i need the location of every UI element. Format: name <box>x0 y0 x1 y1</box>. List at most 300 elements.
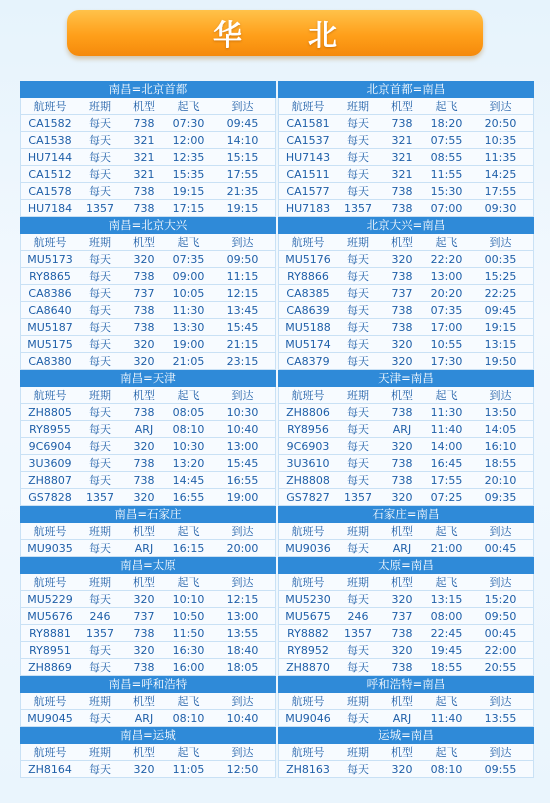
departure-time: 08:10 <box>172 423 205 436</box>
flight-row <box>20 336 276 353</box>
departure-time: 15:35 <box>172 168 205 181</box>
departure-time: 13:00 <box>430 270 463 283</box>
flight-number: MU5176 <box>285 253 331 266</box>
flight-number: CA1581 <box>286 117 330 130</box>
column-header: 机型 <box>391 236 413 249</box>
aircraft-type: 320 <box>133 355 155 368</box>
departure-time: 22:45 <box>430 627 463 640</box>
departure-time: 16:55 <box>172 491 205 504</box>
schedule-days: 每天 <box>89 423 111 436</box>
flight-row <box>20 115 276 132</box>
schedule-days: 每天 <box>347 661 369 674</box>
departure-time: 16:15 <box>172 542 205 555</box>
flight-row <box>20 149 276 166</box>
aircraft-type: 738 <box>391 270 413 283</box>
departure-time: 10:55 <box>430 338 463 351</box>
route-table <box>20 81 276 217</box>
column-header: 到达 <box>489 100 512 113</box>
flight-number: CA1511 <box>286 168 330 181</box>
schedule-days: 每天 <box>347 270 369 283</box>
aircraft-type: 320 <box>391 491 413 504</box>
arrival-time: 18:05 <box>226 661 259 674</box>
route-title: 南昌=石家庄 <box>20 506 276 523</box>
departure-time: 16:45 <box>430 457 463 470</box>
departure-time: 07:55 <box>430 134 463 147</box>
column-header: 航班号 <box>291 746 325 759</box>
departure-time: 13:15 <box>430 593 463 606</box>
route-title: 天津=南昌 <box>278 370 534 387</box>
arrival-time: 09:55 <box>484 763 517 776</box>
flight-row <box>20 659 276 676</box>
column-header: 班期 <box>347 389 369 402</box>
arrival-time: 09:45 <box>226 117 259 130</box>
aircraft-type: 738 <box>391 406 413 419</box>
flight-number: ZH8805 <box>28 406 72 419</box>
column-header: 机型 <box>133 100 155 113</box>
flight-number: CA1582 <box>28 117 72 130</box>
column-header: 航班号 <box>33 236 67 249</box>
flight-row <box>278 268 534 285</box>
flight-row <box>20 591 276 608</box>
aircraft-type: 737 <box>391 287 413 300</box>
flight-row <box>278 438 534 455</box>
aircraft-type: ARJ <box>392 423 412 436</box>
arrival-time: 17:55 <box>484 185 517 198</box>
departure-time: 17:55 <box>430 474 463 487</box>
column-header: 到达 <box>489 576 512 589</box>
flight-number: RY8956 <box>287 423 329 436</box>
route-table <box>278 557 534 676</box>
column-header: 到达 <box>231 100 254 113</box>
column-header: 起飞 <box>177 525 200 538</box>
region-title-banner <box>67 10 483 56</box>
column-header: 航班号 <box>291 100 325 113</box>
flight-row <box>278 472 534 489</box>
route-title: 南昌=天津 <box>20 370 276 387</box>
arrival-time: 20:50 <box>484 117 517 130</box>
column-header: 到达 <box>231 576 254 589</box>
aircraft-type: 320 <box>133 763 155 776</box>
flight-row <box>20 608 276 625</box>
column-header: 班期 <box>89 525 111 538</box>
flight-row <box>20 489 276 506</box>
arrival-time: 15:45 <box>226 321 259 334</box>
flight-row <box>278 421 534 438</box>
column-header: 班期 <box>89 746 111 759</box>
table-header-row <box>278 693 534 710</box>
departure-time: 07:00 <box>430 202 463 215</box>
aircraft-type: 737 <box>133 610 155 623</box>
arrival-time: 10:40 <box>226 712 259 725</box>
arrival-time: 19:15 <box>226 202 259 215</box>
column-header: 班期 <box>347 100 369 113</box>
arrival-time: 15:25 <box>484 270 517 283</box>
flight-number: CA8386 <box>28 287 72 300</box>
column-header: 起飞 <box>435 100 458 113</box>
aircraft-type: 738 <box>391 321 413 334</box>
aircraft-type: 738 <box>133 270 155 283</box>
column-header: 班期 <box>347 236 369 249</box>
schedule-days: 每天 <box>347 593 369 606</box>
column-header: 班期 <box>347 746 369 759</box>
aircraft-type: 738 <box>133 627 155 640</box>
schedule-days: 每天 <box>89 474 111 487</box>
flight-row <box>20 319 276 336</box>
arrival-time: 15:20 <box>484 593 517 606</box>
schedule-days: 每天 <box>347 287 369 300</box>
flight-number: RY8866 <box>287 270 329 283</box>
aircraft-type: 321 <box>133 151 155 164</box>
schedule-days: 每天 <box>89 355 111 368</box>
column-header: 起飞 <box>435 389 458 402</box>
schedule-days: 每天 <box>347 440 369 453</box>
column-header: 到达 <box>489 746 512 759</box>
flight-number: ZH8807 <box>28 474 72 487</box>
schedule-days: 每天 <box>347 644 369 657</box>
route-table <box>278 370 534 506</box>
route-table <box>20 676 276 727</box>
arrival-time: 11:35 <box>484 151 517 164</box>
flight-row <box>20 166 276 183</box>
column-header: 机型 <box>133 576 155 589</box>
aircraft-type: 738 <box>133 321 155 334</box>
schedule-days: 每天 <box>89 644 111 657</box>
schedule-days: 每天 <box>89 457 111 470</box>
route-table <box>20 557 276 676</box>
table-header-row <box>20 744 276 761</box>
outbound-column <box>20 81 276 778</box>
schedule-days: 每天 <box>89 321 111 334</box>
aircraft-type: 738 <box>391 202 413 215</box>
flight-number: MU5175 <box>27 338 73 351</box>
schedule-days: 每天 <box>347 457 369 470</box>
flight-number: CA1538 <box>28 134 72 147</box>
flight-number: RY8955 <box>29 423 71 436</box>
column-header: 起飞 <box>435 576 458 589</box>
column-header: 航班号 <box>291 389 325 402</box>
route-title: 南昌=太原 <box>20 557 276 574</box>
schedule-days: 1357 <box>86 627 114 640</box>
departure-time: 10:50 <box>172 610 205 623</box>
flight-row <box>278 353 534 370</box>
flight-number: RY8865 <box>29 270 71 283</box>
schedule-days: 每天 <box>89 763 111 776</box>
column-header: 班期 <box>89 695 111 708</box>
flight-number: ZH8163 <box>286 763 330 776</box>
arrival-time: 10:35 <box>484 134 517 147</box>
table-header-row <box>278 744 534 761</box>
column-header: 起飞 <box>435 695 458 708</box>
route-table <box>20 217 276 370</box>
flight-row <box>20 285 276 302</box>
column-header: 班期 <box>89 576 111 589</box>
flight-row <box>278 336 534 353</box>
flight-row <box>20 251 276 268</box>
departure-time: 10:30 <box>172 440 205 453</box>
table-header-row <box>278 98 534 115</box>
flight-row <box>20 404 276 421</box>
schedule-days: 1357 <box>86 491 114 504</box>
departure-time: 11:55 <box>430 168 463 181</box>
schedule-days: 每天 <box>347 304 369 317</box>
arrival-time: 12:50 <box>226 763 259 776</box>
departure-time: 19:45 <box>430 644 463 657</box>
flight-row <box>278 540 534 557</box>
flight-row <box>278 302 534 319</box>
departure-time: 11:30 <box>172 304 205 317</box>
arrival-time: 20:00 <box>226 542 259 555</box>
schedule-days: 每天 <box>347 423 369 436</box>
column-header: 到达 <box>489 525 512 538</box>
flight-row <box>278 404 534 421</box>
departure-time: 22:20 <box>430 253 463 266</box>
arrival-time: 09:35 <box>484 491 517 504</box>
column-header: 起飞 <box>435 236 458 249</box>
flight-row <box>278 625 534 642</box>
departure-time: 21:00 <box>430 542 463 555</box>
flight-number: CA1537 <box>286 134 330 147</box>
arrival-time: 20:55 <box>484 661 517 674</box>
arrival-time: 00:45 <box>484 542 517 555</box>
arrival-time: 19:15 <box>484 321 517 334</box>
arrival-time: 12:15 <box>226 287 259 300</box>
flight-number: 3U3610 <box>286 457 330 470</box>
arrival-time: 10:30 <box>226 406 259 419</box>
aircraft-type: 738 <box>391 627 413 640</box>
flight-row <box>278 251 534 268</box>
flight-row <box>20 625 276 642</box>
aircraft-type: ARJ <box>392 542 412 555</box>
flight-row <box>20 540 276 557</box>
departure-time: 10:05 <box>172 287 205 300</box>
column-header: 到达 <box>489 236 512 249</box>
schedule-days: 每天 <box>89 151 111 164</box>
flight-row <box>278 319 534 336</box>
departure-time: 07:35 <box>172 253 205 266</box>
flight-number: ZH8808 <box>286 474 330 487</box>
departure-time: 16:00 <box>172 661 205 674</box>
schedule-days: 每天 <box>89 270 111 283</box>
flight-number: ZH8806 <box>286 406 330 419</box>
aircraft-type: 320 <box>133 644 155 657</box>
flight-row <box>20 455 276 472</box>
departure-time: 20:20 <box>430 287 463 300</box>
aircraft-type: 320 <box>133 253 155 266</box>
departure-time: 07:30 <box>172 117 205 130</box>
flight-row <box>278 642 534 659</box>
flight-number: MU9045 <box>27 712 73 725</box>
aircraft-type: 320 <box>391 644 413 657</box>
column-header: 起飞 <box>177 236 200 249</box>
arrival-time: 13:15 <box>484 338 517 351</box>
departure-time: 14:00 <box>430 440 463 453</box>
arrival-time: 18:40 <box>226 644 259 657</box>
flight-row <box>278 455 534 472</box>
aircraft-type: 320 <box>391 355 413 368</box>
departure-time: 08:10 <box>172 712 205 725</box>
arrival-time: 14:10 <box>226 134 259 147</box>
flight-number: MU5187 <box>27 321 73 334</box>
departure-time: 07:35 <box>430 304 463 317</box>
flight-row <box>20 710 276 727</box>
arrival-time: 09:45 <box>484 304 517 317</box>
departure-time: 07:25 <box>430 491 463 504</box>
arrival-time: 13:50 <box>484 406 517 419</box>
flight-number: MU5676 <box>27 610 73 623</box>
flight-number: CA1578 <box>28 185 72 198</box>
route-title: 运城=南昌 <box>278 727 534 744</box>
column-header: 到达 <box>231 695 254 708</box>
schedule-days: 每天 <box>347 185 369 198</box>
region-title: 华 北 <box>212 17 366 52</box>
schedule-days: 246 <box>347 610 369 623</box>
arrival-time: 19:00 <box>226 491 259 504</box>
aircraft-type: 321 <box>391 168 413 181</box>
column-header: 机型 <box>133 389 155 402</box>
departure-time: 15:30 <box>430 185 463 198</box>
table-header-row <box>20 693 276 710</box>
column-header: 航班号 <box>33 525 67 538</box>
departure-time: 14:45 <box>172 474 205 487</box>
arrival-time: 19:50 <box>484 355 517 368</box>
arrival-time: 21:35 <box>226 185 259 198</box>
column-header: 机型 <box>391 525 413 538</box>
column-header: 航班号 <box>33 695 67 708</box>
column-header: 机型 <box>133 236 155 249</box>
departure-time: 13:30 <box>172 321 205 334</box>
flight-row <box>20 472 276 489</box>
column-header: 机型 <box>133 525 155 538</box>
table-header-row <box>278 574 534 591</box>
aircraft-type: 321 <box>391 134 413 147</box>
aircraft-type: 738 <box>133 185 155 198</box>
column-header: 航班号 <box>291 576 325 589</box>
column-header: 机型 <box>133 746 155 759</box>
arrival-time: 13:55 <box>226 627 259 640</box>
column-header: 机型 <box>391 100 413 113</box>
column-header: 起飞 <box>435 525 458 538</box>
flight-number: RY8952 <box>287 644 329 657</box>
table-header-row <box>20 523 276 540</box>
flight-row <box>278 149 534 166</box>
schedule-days: 每天 <box>347 321 369 334</box>
departure-time: 16:30 <box>172 644 205 657</box>
column-header: 航班号 <box>33 389 67 402</box>
column-header: 机型 <box>391 389 413 402</box>
arrival-time: 17:55 <box>226 168 259 181</box>
aircraft-type: 738 <box>133 457 155 470</box>
flight-number: CA8639 <box>286 304 330 317</box>
departure-time: 08:00 <box>430 610 463 623</box>
aircraft-type: 738 <box>133 474 155 487</box>
flight-number: 3U3609 <box>28 457 72 470</box>
arrival-time: 18:55 <box>484 457 517 470</box>
aircraft-type: 738 <box>391 117 413 130</box>
column-header: 航班号 <box>33 746 67 759</box>
flight-number: RY8881 <box>29 627 71 640</box>
flight-row <box>278 166 534 183</box>
departure-time: 12:00 <box>172 134 205 147</box>
arrival-time: 09:50 <box>484 610 517 623</box>
flight-number: MU5230 <box>285 593 331 606</box>
aircraft-type: 738 <box>391 304 413 317</box>
flight-number: CA1577 <box>286 185 330 198</box>
aircraft-type: 737 <box>391 610 413 623</box>
aircraft-type: 320 <box>391 338 413 351</box>
arrival-time: 20:10 <box>484 474 517 487</box>
arrival-time: 22:25 <box>484 287 517 300</box>
column-header: 班期 <box>89 389 111 402</box>
table-header-row <box>20 387 276 404</box>
aircraft-type: 737 <box>133 287 155 300</box>
aircraft-type: 320 <box>133 338 155 351</box>
aircraft-type: 738 <box>133 202 155 215</box>
schedule-days: 每天 <box>89 440 111 453</box>
route-table <box>20 506 276 557</box>
flight-number: HU7143 <box>285 151 331 164</box>
schedule-days: 每天 <box>347 474 369 487</box>
column-header: 机型 <box>133 695 155 708</box>
flight-row <box>20 353 276 370</box>
column-header: 班期 <box>347 576 369 589</box>
column-header: 机型 <box>391 576 413 589</box>
route-table <box>278 81 534 217</box>
arrival-time: 21:15 <box>226 338 259 351</box>
departure-time: 09:00 <box>172 270 205 283</box>
flight-number: 9C6904 <box>28 440 72 453</box>
table-header-row <box>278 387 534 404</box>
flight-row <box>278 489 534 506</box>
schedule-days: 每天 <box>89 542 111 555</box>
schedule-days: 每天 <box>89 593 111 606</box>
column-header: 起飞 <box>177 576 200 589</box>
flight-number: MU9035 <box>27 542 73 555</box>
column-header: 到达 <box>231 236 254 249</box>
aircraft-type: 321 <box>391 151 413 164</box>
column-header: 到达 <box>489 695 512 708</box>
departure-time: 17:00 <box>430 321 463 334</box>
arrival-time: 09:30 <box>484 202 517 215</box>
departure-time: 19:15 <box>172 185 205 198</box>
aircraft-type: 320 <box>391 440 413 453</box>
arrival-time: 13:00 <box>226 440 259 453</box>
flight-row <box>20 438 276 455</box>
aircraft-type: 738 <box>133 661 155 674</box>
arrival-time: 23:15 <box>226 355 259 368</box>
arrival-time: 14:25 <box>484 168 517 181</box>
aircraft-type: 738 <box>133 117 155 130</box>
schedule-days: 每天 <box>347 338 369 351</box>
flight-row <box>20 642 276 659</box>
aircraft-type: 321 <box>133 168 155 181</box>
column-header: 班期 <box>89 236 111 249</box>
column-header: 航班号 <box>291 695 325 708</box>
flight-row <box>278 608 534 625</box>
flight-number: RY8882 <box>287 627 329 640</box>
aircraft-type: 738 <box>391 661 413 674</box>
flight-number: HU7183 <box>285 202 331 215</box>
route-title: 南昌=北京首都 <box>20 81 276 98</box>
table-header-row <box>278 234 534 251</box>
route-title: 北京首都=南昌 <box>278 81 534 98</box>
schedule-days: 每天 <box>347 542 369 555</box>
route-table <box>278 727 534 778</box>
route-table <box>278 676 534 727</box>
schedule-days: 每天 <box>347 117 369 130</box>
schedule-days: 每天 <box>89 406 111 419</box>
arrival-time: 15:15 <box>226 151 259 164</box>
schedule-days: 每天 <box>347 253 369 266</box>
